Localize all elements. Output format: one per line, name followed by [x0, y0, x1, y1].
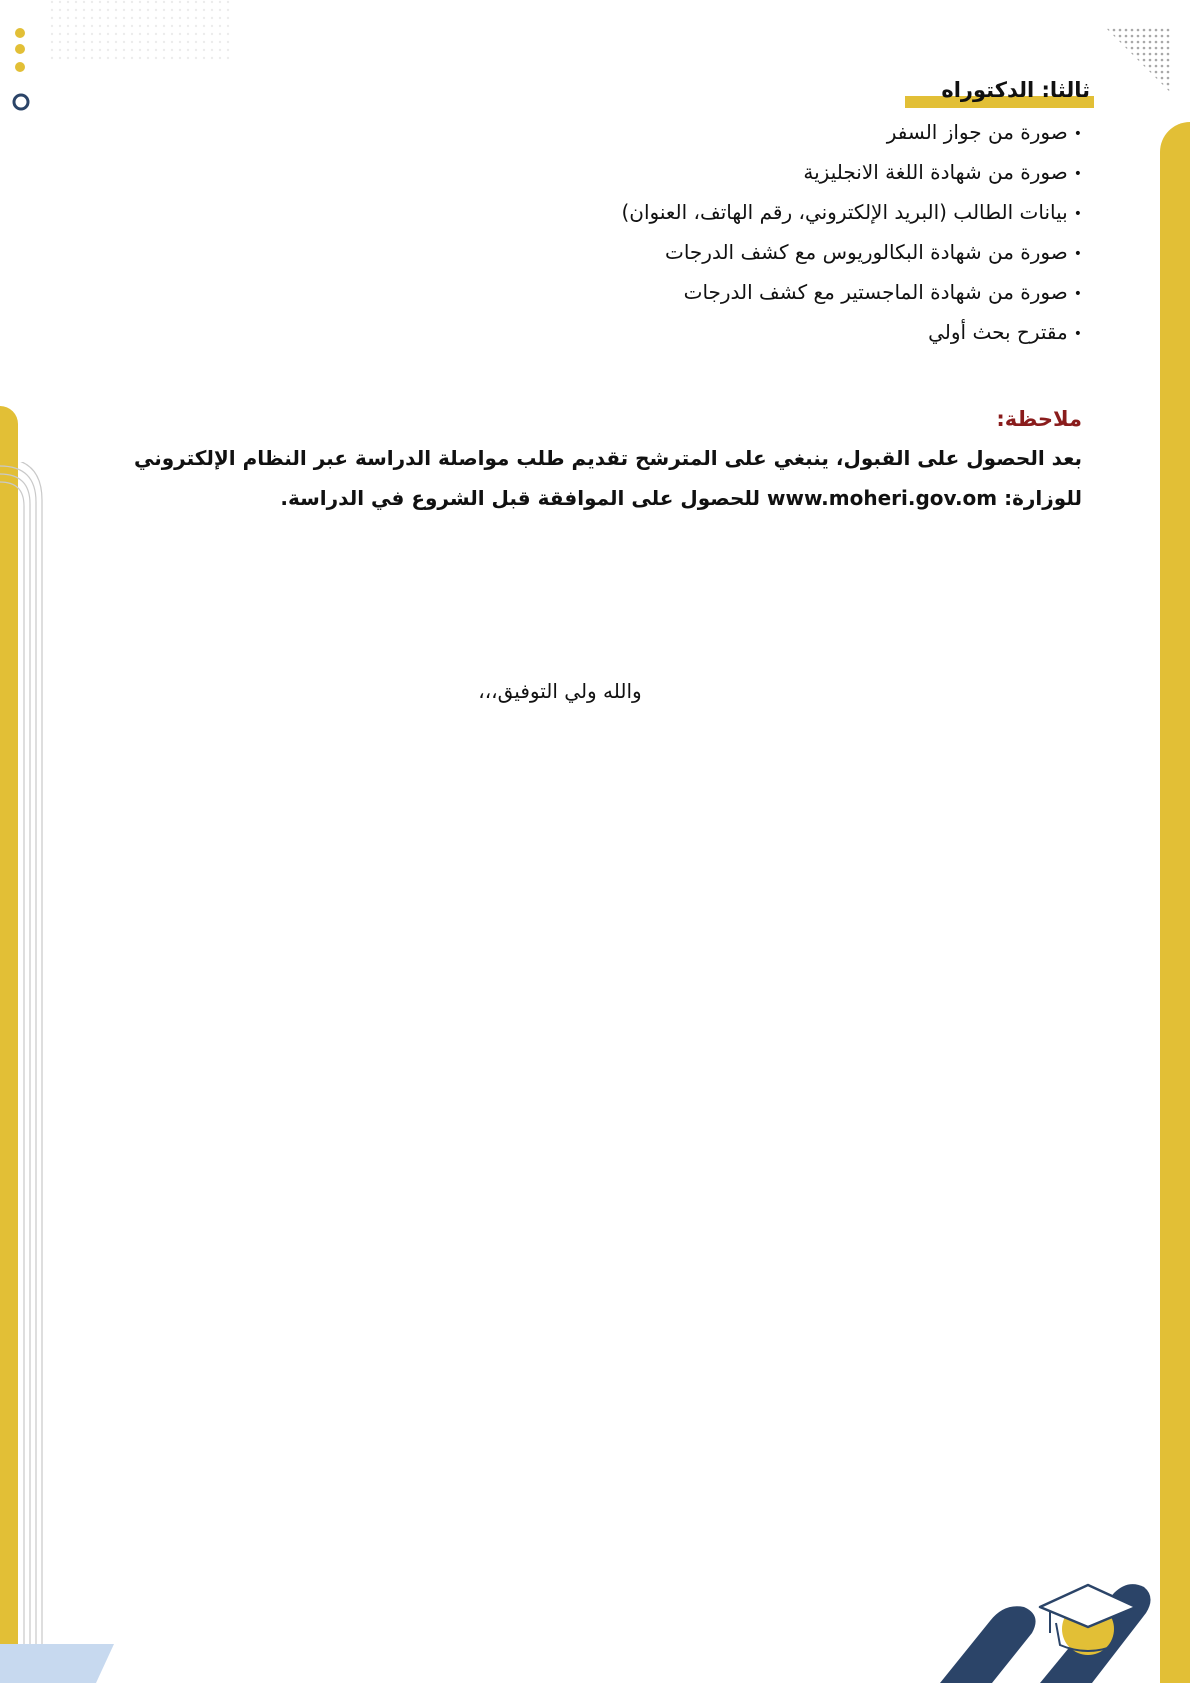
bullet-icon: • [1073, 125, 1082, 142]
top-left-dot-grid [50, 0, 230, 60]
note-title: ملاحظة: [996, 407, 1082, 431]
required-documents-list [62, 112, 1082, 352]
ministry-url: www.moheri.gov.om [767, 486, 998, 510]
list-item: •بيانات الطالب (البريد الإلكتروني، رقم الهاتف، العنوان) [621, 200, 1082, 224]
note-line-1: بعد الحصول على القبول، ينبغي على المترشح تقديم طلب مواصلة الدراسة عبر النظام الإلكتروني [133, 446, 1082, 470]
section-heading: ثالثا: الدكتوراه [905, 72, 1094, 108]
list-item: •صورة من شهادة الماجستير مع كشف الدرجات [683, 280, 1082, 304]
list-item: •صورة من جواز السفر [886, 120, 1082, 144]
bullet-icon: • [1073, 325, 1082, 342]
bullet-icon: • [1073, 165, 1082, 182]
bullet-icon: • [1073, 245, 1082, 262]
note-body [62, 438, 1082, 518]
list-item: •صورة من شهادة اللغة الانجليزية [803, 160, 1082, 184]
closing-phrase: والله ولي التوفيق،،، [478, 679, 642, 703]
bottom-right-decoration [930, 1563, 1190, 1683]
top-right-dot-grid [1106, 28, 1170, 92]
bottom-left-shape [0, 1644, 114, 1683]
list-item: •مقترح بحث أولي [928, 320, 1082, 344]
list-item: •صورة من شهادة البكالوريوس مع كشف الدرجات [665, 240, 1082, 264]
right-decorative-bar [1160, 122, 1190, 1683]
note-line-2: للوزارة: www.moheri.gov.om للحصول على الموافقة قبل الشروع في الدراسة. [280, 486, 1082, 510]
document-body [62, 72, 1090, 518]
bullet-icon: • [1073, 285, 1082, 302]
left-line-pattern [0, 462, 44, 1683]
ring-icon [11, 92, 31, 112]
bullet-icon: • [1073, 205, 1082, 222]
yellow-dots-icon [13, 27, 27, 79]
